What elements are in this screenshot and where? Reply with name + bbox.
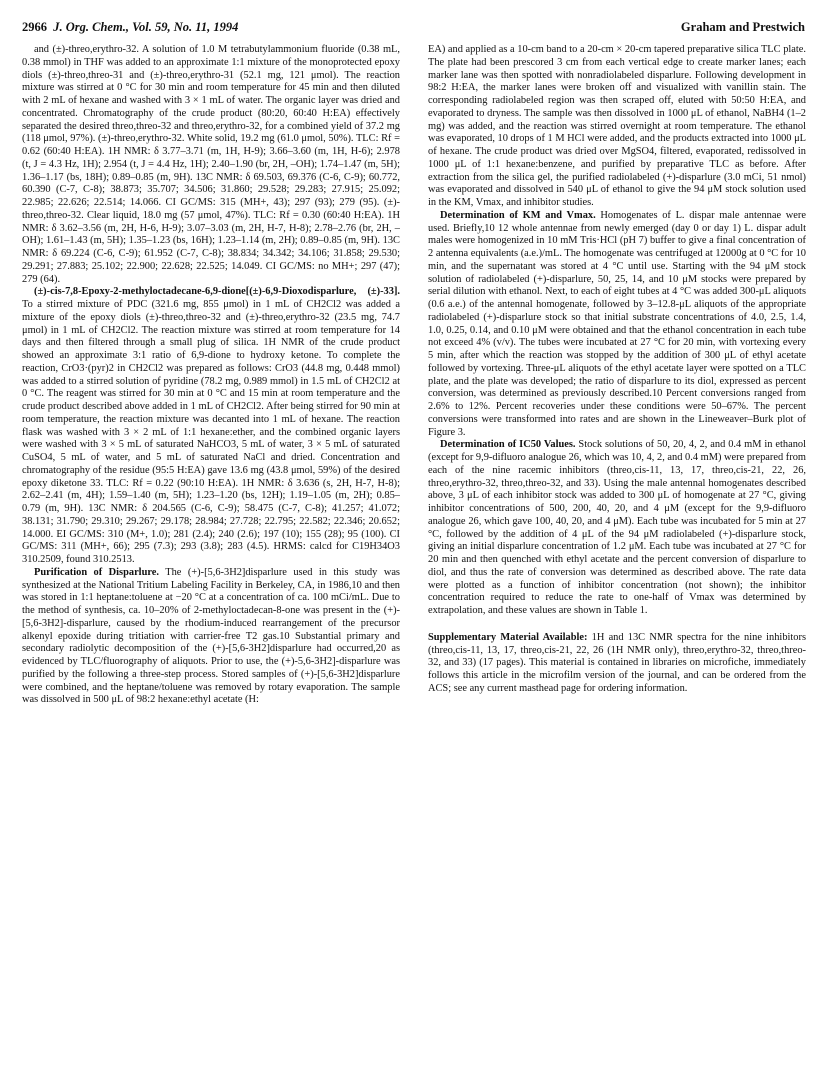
paragraph-text: The (+)-[5,6-3H2]disparlure used in this study was synthesized at the National Tritium Labeling Facility in Berkeley, CA, in 1986,10 and then was stored in 1:1 heptane:toluene at −20 °C at a concentration of ca. 100 mCi/mL. Due to the method of synthesis, ca. 10–20% of 2-methyloctadecan-8-one was present in the (+)-[5,6-3H2]-disparlure, caused by the rhodium-induced rearrangement of the precursor alkenyl epoxide during tritiation with carrier-free T2 gas.10 Substantial primary and secondary radiolytic decomposition of the (+)-[5,6-3H2]disparlure had occurred,20 as evidenced by TLC/fluorography of aliquots. Prior to use, the (+)-5,6-3H2]-disparlure was purified by the following a three-step process. Stored samples of (+)-[5,6-3H2]disparlure were combined, and the heptane/toluene was removed by rotary evaporation. The sample was dissolved in 500 μL of 98:2 hexane:ethyl acetate (H:	[22, 566, 400, 706]
left-column	[22, 44, 400, 1059]
paragraph-text: To a stirred mixture of PDC (321.6 mg, 855 μmol) in 1 mL of CH2Cl2 was added a mixture of the epoxy diols (±)-threo,threo-32 and (±)-threo,erythro-32 (23.5 mg, 74.7 μmol) in 1 mL of CH2Cl2. The reaction mixture was stirred at room temperature for 14 days and then filtered through a small plug of silica. 1H NMR of the crude product showed an approximate 3:1 ratio of 6,9-dione to hydroxy ketone. To complete the reaction, CrO3·(pyr)2 in CH2Cl2 was prepared as follows: CrO3 (44.8 mg, 0.448 mmol) was added to a stirred solution of pyridine (78.2 mg, 0.989 mmol) in 1.5 mL of CH2Cl2 at 0 °C. The reagent was stirred for 30 min at 0 °C and 15 min at room temperature and the crude product described above added in 1 mL of CH2Cl2. After being stirred for 90 min at room temperature, the reaction mixture was decanted into 1 mL of hexane. The reaction flask was washed with 3 × 2 mL of 1:1 hexane:ether, and the combined organic layers were washed with 3 × 5 mL of saturated NaHCO3, 5 mL of water, 3 × 5 mL of saturated CuSO4, 5 mL of water, and 5 mL of saturated NaCl and dried. Concentration and chromatography of the residue (95:5 H:EA) gave 13.6 mg (43.8 μmol, 59%) of the desired epoxy diketone 33. TLC: Rf = 0.22 (90:10 H:EA). 1H NMR: δ 3.636 (s, 2H, H-7, H-8); 2.62–2.41 (m, 4H); 1.59–1.40 (m, 5H); 1.23–1.20 (bs, 12H); 1.19–1.05 (m, 2H); 0.85–0.79 (m, 9H). 13C NMR: δ 204.565 (C-6, C-9); 58.475 (C-7, C-8); 41.257; 41.072; 38.131; 31.790; 29.310; 29.267; 29.178; 28.984; 27.728; 22.795; 22.582; 22.346; 20.652; 14.000. EI GC/MS: 310 (M+, 1.0); 281 (2.4); 240 (2.6); 197 (10); 155 (28); 95 (100). CI GC/MS: 311 (MH+, 66); 295 (7.3); 293 (3.8); 283 (4.5). HRMS: calcd for C19H34O3 310.2509, found 310.2513.	[22, 299, 400, 565]
paragraph-heading: Purification of Disparlure.	[34, 566, 159, 578]
paragraph-heading: Determination of KM and Vmax.	[440, 209, 596, 221]
paragraph-heading: Supplementary Material Available:	[428, 631, 588, 643]
paragraph-heading: Determination of IC50 Values.	[440, 439, 576, 451]
journal-citation: J. Org. Chem., Vol. 59, No. 11, 1994	[53, 20, 239, 34]
header-left	[22, 20, 238, 35]
right-column	[428, 44, 806, 1059]
paragraph	[428, 632, 806, 696]
page-number: 2966	[22, 20, 47, 34]
page-header	[22, 20, 805, 38]
running-authors: Graham and Prestwich	[680, 20, 805, 34]
paragraph	[22, 567, 400, 707]
paragraph	[428, 210, 806, 440]
paragraph-text: and (±)-threo,erythro-32. A solution of 1.0 M tetrabutylammonium fluoride (0.38 mL, 0.38 mmol) in THF was added to an approximate 1:1 mixture of the monoprotected epoxy diols (±)-threo,threo-31 and (±)-threo,erythro-31 (52.1 mg, 121 μmol). The reaction mixture was stirred at 0 °C for 30 min and room temperature for 45 min and then diluted with 2 mL of hexane and washed with 3 × 1 mL of water. The organic layer was dried and concentrated. Chromatography of the crude product (80:20, 60:40 H:EA) effectively separated the desired threo,threo-32 and threo,erythro-32, for a combined yield of 37.2 mg (118 μmol, 97%). (±)-threo,erythro-32. White solid, 19.2 mg (61.0 μmol, 50%). TLC: Rf = 0.62 (60:40 H:EA). 1H NMR: δ 3.77–3.71 (m, 1H, H-9); 3.66–3.60 (m, 1H, H-6); 2.978 (t, J = 4.3 Hz, 1H); 2.954 (t, J = 4.4 Hz, 1H); 2.40–1.90 (br, 2H, –OH); 1.74–1.47 (m, 5H); 1.36–1.17 (bs, 18H); 0.89–0.85 (m, 9H). 13C NMR: δ 69.503, 69.376 (C-6, C-9); 60.772, 60.390 (C-7, C-8); 38.873; 35.707; 34.506; 31.860; 29.528; 29.283; 27.915; 25.092; 22.985; 22.626; 22.514; 14.066. CI GC/MS: 315 (MH+, 43); 297 (93); 279 (95). (±)-threo,threo-32. Clear liquid, 18.0 mg (57 μmol, 47%). TLC: Rf = 0.30 (60:40 H:EA). 1H NMR: δ 3.62–3.56 (m, 2H, H-6, H-9); 3.07–3.03 (m, 2H, H-7, H-8); 2.78–2.76 (br, 2H, –OH); 1.61–1.43 (m, 5H); 1.35–1.23 (bs, 16H); 1.23–1.14 (m, 2H); 0.89–0.85 (m, 9H). 13C NMR: δ 69.224 (C-6, C-9); 61.952 (C-7, C-8); 38.834; 34.342; 34.106; 31.858; 29.530; 29.291; 27.883; 25.102; 22.900; 22.628; 22.525; 14.049. CI GC/MS: no MH+; 297 (47); 279 (64).	[22, 44, 400, 285]
paragraph-text: Stock solutions of 50, 20, 4, 2, and 0.4 mM in ethanol (except for 9,9-difluoro analogue 26, which was 10, 4, 2, and 0.4 mM) were prepared from each of the nine racemic inhibitors (threo,cis-11, 13, 17, threo,cis-21, 22, 26, threo,erythro-32, threo,threo-32, and 33). Using the male antennal homogenates described above, 3 μL of each inhibitor stock was added to 300 μL of homogenate at 27 °C, giving inhibitor concentrations of 500, 200, 40, 20, and 4 μM (except for the 9,9-difluoro analogue 26, which gave 100, 40, 20, and 4 μM). Each tube was incubated for 5 min at 27 °C, followed by the addition of 4 μL of the 94 μM radiolabeled (+)-disparlure stock, giving an initial disparlure concentration of 1.2 μM. Each tube was incubated at 27 °C for 20 min and then quenched with ethyl acetate and the percent conversion of disparlure to diol, and thus the rate of conversion was determined as described above. The rate data were plotted as a function of inhibitor concentration (not shown); the inhibitor concentration required to reduce the rate to one-half of Vmax was determined by extrapolation, and these values are shown in Table 1.	[428, 439, 806, 616]
paragraph-text: 1H and 13C NMR spectra for the nine inhibitors (threo,cis-11, 13, 17, threo,cis-21, 22, 26 (1H NMR only), threo,erythro-32, threo,threo-32, and 33) (17 pages). This material is contained in libraries on microfiche, immediately follows this article in the microfilm version of the journal, and can be ordered from the ACS; see any current masthead page for ordering information.	[428, 631, 806, 694]
paragraph	[428, 439, 806, 618]
paragraph-heading: (±)-cis-7,8-Epoxy-2-methyloctadecane-6,9-dione[(±)-6,9-Dioxodisparlure, (±)-33].	[34, 286, 400, 298]
paragraph-text: EA) and applied as a 10-cm band to a 20-cm × 20-cm tapered preparative silica TLC plate. The plate had been prescored 3 cm from each vertical edge to create marker lanes; each marker lane was then spotted with nonradiolabeled disparlure. Following development in 98:2 H:EA, the marker lanes were broken off and visualized with vanillin stain. The corresponding radiolabeled region was then scraped off, eluted with 50:50 H:EA, and evaporated to dryness. The sample was then dissolved in 1000 μL of ethanol, NaBH4 (1–2 mg) was added, and the reaction was stirred overnight at room temperature. The ethanol was evaporated, 10 drops of 1 M HCl were added, and the products extracted into 1000 μL of hexane. The crude product was dried over MgSO4, filtered, evaporated, redissolved in 1000 μL of 1:1 hexane:benzene, and purified by preparative TLC as before. After extraction from the silica gel, the purified radiolabeled (+)-disparlure (3.0 mCi, 51 nmol) was evaporated and dissolved in 540 μL of ethanol to give the 94 μM stock solution used in the KM, Vmax, and inhibitor studies.	[428, 44, 806, 208]
paragraph-text: Homogenates of L. dispar male antennae were used. Briefly,10 12 whole antennae from newly emerged (day 0 or day 1) L. dispar adult males were homogenized in 10 mM Tris·HCl (pH 7) buffer to give a final concentration of 2 antenna equivalents (a.e.)/mL. The homogenate was centrifuged at 12000g at 0 °C for 10 min, and the supernatant was stored at 4 °C until use. Starting with the 94 μM stock solution of radiolabeled (+)-disparlure, 50, 25, 14, and 10 μM stocks were prepared by serial dilution with ethanol. Next, to each of eight tubes at 4 °C was added 300-μL aliquots (0.6 a.e.) of the antennal homogenate, followed by 3–12.8-μL aliquots of the appropriate radiolabeled (+)-disparlure stock so that initial substrate concentrations of 4.0, 2.5, 1.4, 1.0, 0.25, 0.14, and 0.10 μM were obtained and that the ethanol concentration in each tube not exceed 4% (v/v). The tubes were incubated at 27 °C for 20 min, with vortexing every 5 min, after which the reaction was stopped by the addition of 300 μL of ethyl acetate followed by vortexing. Three-μL aliquots of the ethyl acetate layer were spotted on a TLC plate, and the plate was developed; the ratio of disparlure to its diol, expressed as percent conversion, was determined as previously described.10 Percent conversions ranged from 2.6% to 12%. Percent recoveries under these conditions were 50–67%. The percent conversions were transformed into rates and are shown in the Lineweaver–Burk plot of Figure 3.	[428, 209, 806, 438]
paragraph	[22, 44, 400, 286]
paragraph	[22, 286, 400, 567]
paragraph	[428, 44, 806, 210]
